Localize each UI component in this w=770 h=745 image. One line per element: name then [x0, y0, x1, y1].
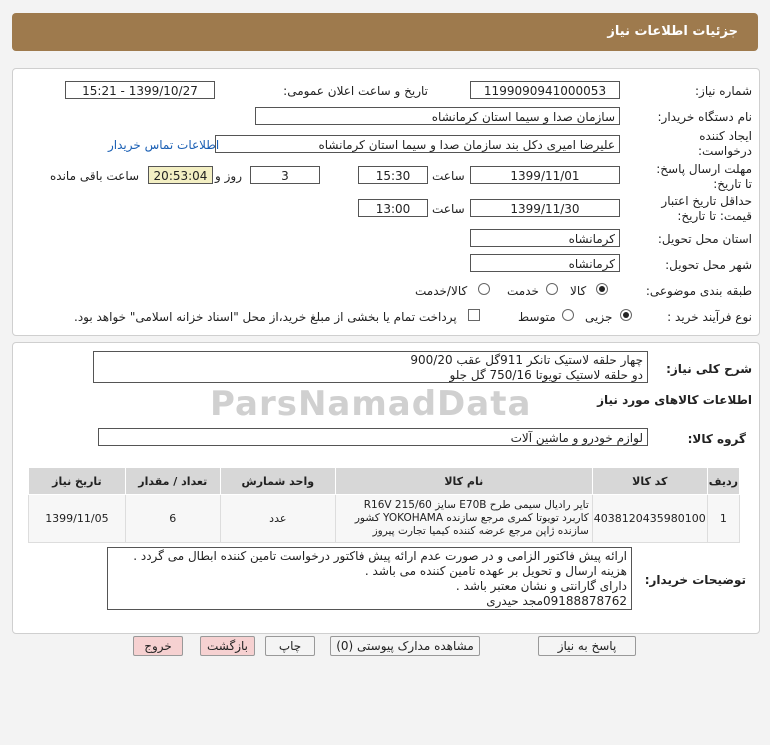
col-header-row: ردیف	[707, 468, 739, 495]
back-button[interactable]: بازگشت	[200, 636, 255, 656]
days-label: روز و	[215, 169, 242, 183]
cell-name: تایر رادیال سیمی طرح E70B سایز R16V 215/60 کاربرد تویوتا کمری مرجع سازنده YOKOHAMA کشور سازنده ژاپن مرجع عرضه کننده کیمیا تجارت پیروز	[335, 495, 592, 543]
remaining-time-field: 20:53:04	[148, 166, 213, 184]
buyer-note-line: ارائه پیش فاکتور الزامی و در صورت عدم ارائه پیش فاکتور درخواست تامین کننده ابطال می گردد .	[133, 549, 627, 563]
col-header-qty: تعداد / مقدار	[125, 468, 220, 495]
city-label: شهر محل تحویل:	[665, 258, 752, 272]
col-header-code: کد کالا	[592, 468, 707, 495]
goods-info-title: اطلاعات کالاهای مورد نیاز	[597, 393, 752, 407]
reply-deadline-label: مهلت ارسال پاسخ: تا تاریخ:	[656, 162, 752, 191]
reply-time-label: ساعت	[432, 169, 465, 183]
category-service-label: خدمت	[507, 284, 539, 298]
province-label: استان محل تحویل:	[657, 232, 752, 246]
col-header-name: نام کالا	[335, 468, 592, 495]
buyer-note-line: دارای گارانتی و نشان معتبر باشد .	[455, 579, 627, 593]
col-header-date: تاریخ نیاز	[29, 468, 126, 495]
items-table	[28, 467, 740, 543]
summary-line-2: دو حلقه لاستیک تویوتا 750/16 گل جلو	[449, 368, 643, 382]
goods-group-field: لوازم خودرو و ماشین آلات	[98, 428, 648, 446]
price-validity-label: حداقل تاریخ اعتبار قیمت: تا تاریخ:	[661, 194, 752, 223]
creator-label: ایجاد کننده درخواست:	[698, 129, 752, 158]
reply-time-field: 15:30	[358, 166, 428, 184]
category-both-label: کالا/خدمت	[415, 284, 468, 298]
watermark: ParsNamadData	[210, 384, 532, 424]
table-header-row	[29, 468, 740, 495]
col-header-unit: واحد شمارش	[220, 468, 335, 495]
need-number-field: 1199090941000053	[470, 81, 620, 99]
need-number-label: شماره نیاز:	[695, 84, 752, 98]
buyer-org-label: نام دستگاه خریدار:	[657, 110, 752, 124]
city-field: کرمانشاه	[470, 254, 620, 272]
price-date-field: 1399/11/30	[470, 199, 620, 217]
reply-date-field: 1399/11/01	[470, 166, 620, 184]
cell-code: 4038120435980100	[592, 495, 707, 543]
cell-row: 1	[707, 495, 739, 543]
province-field: کرمانشاه	[470, 229, 620, 247]
buyer-notes-box	[107, 547, 632, 610]
exit-button[interactable]: خروج	[133, 636, 183, 656]
cell-qty: 6	[125, 495, 220, 543]
price-time-label: ساعت	[432, 202, 465, 216]
remaining-label: ساعت باقی مانده	[50, 169, 140, 183]
print-button[interactable]: چاپ	[265, 636, 315, 656]
announce-field: 1399/10/27 - 15:21	[65, 81, 215, 99]
category-both-radio[interactable]	[478, 283, 490, 295]
page-title: جزئیات اطلاعات نیاز	[607, 24, 738, 39]
cell-date: 1399/11/05	[29, 495, 126, 543]
reply-button[interactable]: پاسخ به نیاز	[538, 636, 636, 656]
category-service-radio[interactable]	[546, 283, 558, 295]
announce-label: تاریخ و ساعت اعلان عمومی:	[283, 84, 428, 98]
process-medium-label: متوسط	[518, 310, 556, 324]
price-time-field: 13:00	[358, 199, 428, 217]
contact-buyer-link[interactable]: اطلاعات تماس خریدار	[108, 138, 220, 152]
category-goods-label: کالا	[570, 284, 587, 298]
attachments-button[interactable]: مشاهده مدارک پیوستی (0)	[330, 636, 480, 656]
process-minor-radio[interactable]	[620, 309, 632, 321]
summary-label: شرح کلی نیاز:	[666, 362, 752, 376]
buyer-notes-label: توضیحات خریدار:	[644, 573, 746, 587]
process-minor-label: جزیی	[585, 310, 613, 324]
process-medium-radio[interactable]	[562, 309, 574, 321]
goods-group-label: گروه کالا:	[687, 432, 746, 446]
page-header	[12, 13, 758, 51]
days-field: 3	[250, 166, 320, 184]
payment-note: پرداخت تمام یا بخشی از مبلغ خرید،از محل "اسناد خزانه اسلامی" خواهد بود.	[74, 310, 457, 324]
summary-line-1: چهار حلقه لاستیک تانکر 911گل عقب 900/20	[410, 353, 643, 367]
table-row[interactable]	[29, 495, 740, 543]
buyer-org-field: سازمان صدا و سیما استان کرمانشاه	[255, 107, 620, 125]
creator-field: علیرضا امیری دکل بند سازمان صدا و سیما استان کرمانشاه	[215, 135, 620, 153]
summary-box	[93, 351, 648, 383]
buyer-note-line: هزینه ارسال و تحویل بر عهده تامین کننده می باشد .	[364, 564, 627, 578]
treasury-payment-checkbox[interactable]	[468, 309, 480, 321]
category-label: طبقه بندی موضوعی:	[645, 284, 752, 298]
cell-unit: عدد	[220, 495, 335, 543]
process-label: نوع فرآیند خرید :	[667, 310, 752, 324]
buyer-note-line: 09188878762مجد حیدری	[486, 594, 627, 608]
category-goods-radio[interactable]	[596, 283, 608, 295]
